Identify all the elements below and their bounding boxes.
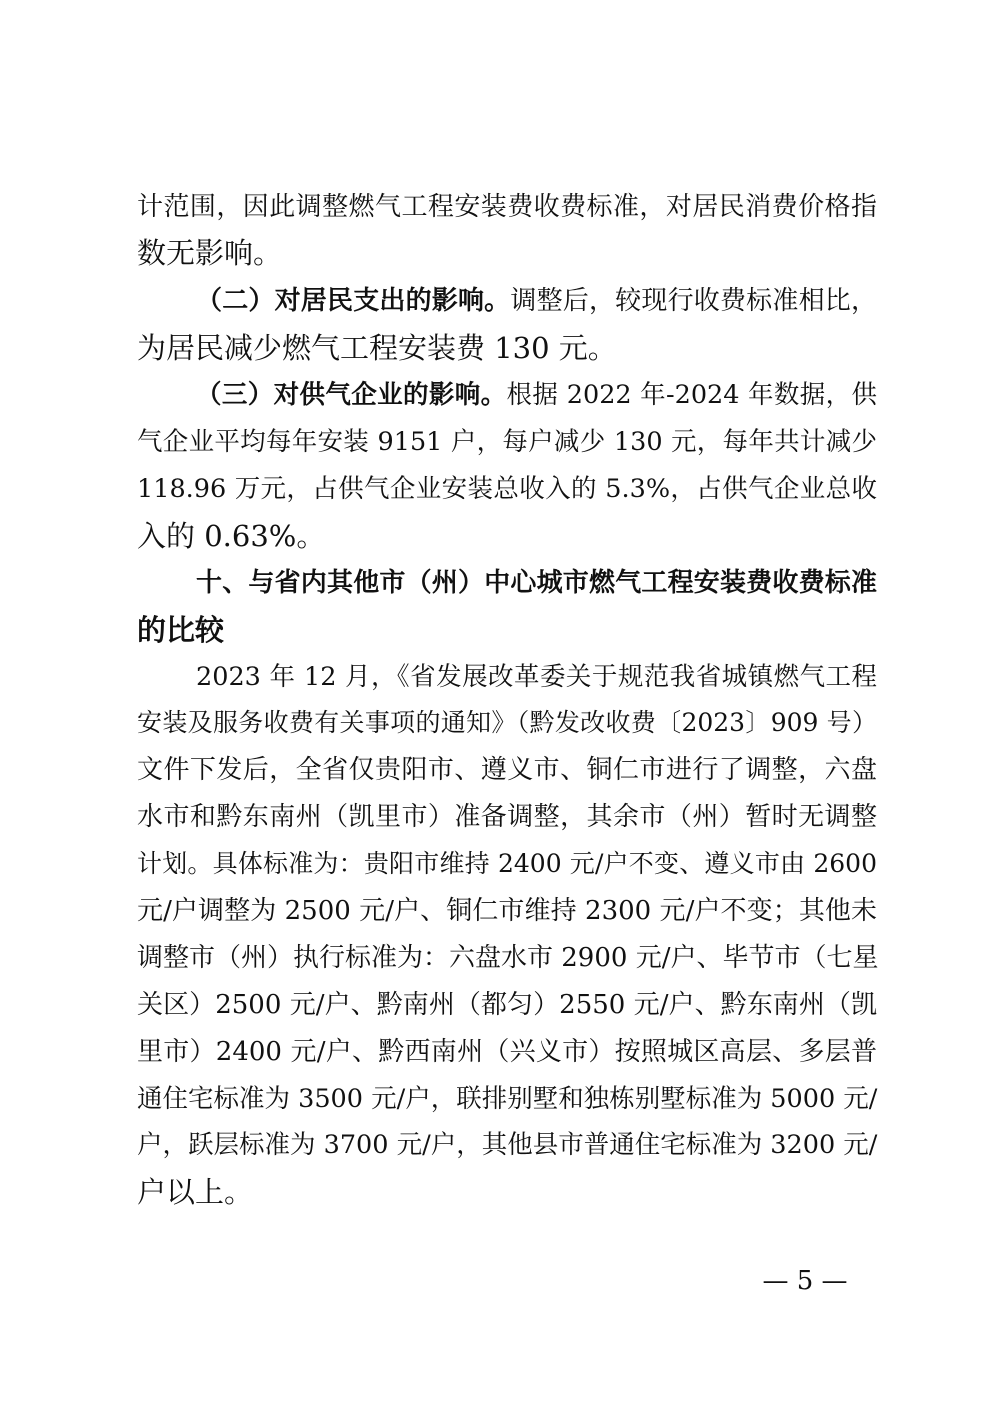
section-heading [196,563,877,603]
paragraph-line [137,985,877,1025]
paragraph-line [137,797,877,837]
line-text: 计划。具体标准为：贵阳市维持 2400 元/户不变、遵义市由 2600 [137,849,877,878]
paragraph-line [137,1032,877,1072]
paragraph-line [137,750,877,790]
line-text: 调整后，较现行收费标准相比， [510,286,877,316]
paragraph-line [137,233,877,273]
line-text: 气企业平均每年安装 9151 户，每户减少 130 元，每年共计减少 [137,427,877,457]
paragraph-line [196,375,877,415]
paragraph-line [196,657,877,697]
paragraph-line [196,281,877,321]
paragraph-line [137,328,877,368]
subsection-heading: （三）对供气企业的影响。 [196,380,507,410]
line-text: 数无影响。 [137,236,283,270]
paragraph-line [137,703,877,743]
paragraph-line [137,422,877,462]
paragraph-line [137,1125,877,1165]
line-text: 计范围，因此调整燃气工程安装费收费标准，对居民消费价格指 [137,192,877,222]
paragraph-line [137,187,877,227]
section-heading-text: 的比较 [137,613,225,647]
line-text: 2023 年 12 月，《省发展改革委关于规范我省城镇燃气工程 [196,662,877,692]
line-text: 文件下发后，全省仅贵阳市、遵义市、铜仁市进行了调整，六盘 [137,755,877,785]
paragraph-line [137,1079,877,1119]
paragraph-line [137,516,877,556]
line-text: 里市）2400 元/户、黔西南州（兴义市）按照城区高层、多层普 [137,1037,877,1067]
line-text: 为居民减少燃气工程安装费 130 元。 [137,331,617,365]
subsection-heading: （二）对居民支出的影响。 [196,286,511,316]
paragraph-line [137,469,877,509]
paragraph-line [137,891,877,931]
paragraph-line [137,938,877,978]
section-heading [137,610,877,650]
paragraph-line [137,1172,877,1212]
line-text: 通住宅标准为 3500 元/户，联排别墅和独栋别墅标准为 5000 元/ [137,1084,878,1114]
line-text: 元/户调整为 2500 元/户、铜仁市维持 2300 元/户不变；其他未 [137,896,877,926]
line-text: 调整市（州）执行标准为：六盘水市 2900 元/户、毕节市（七星 [137,943,879,973]
line-text: 关区）2500 元/户、黔南州（都匀）2550 元/户、黔东南州（凯 [137,990,877,1020]
page-number: — 5 — [762,1266,848,1296]
line-text: 户以上。 [137,1175,254,1209]
line-text: 118.96 万元，占供气企业安装总收入的 5.3%，占供气企业总收 [137,474,877,504]
line-text: 根据 2022 年-2024 年数据，供 [506,380,877,410]
line-text: 户，跃层标准为 3700 元/户，其他县市普通住宅标准为 3200 元/ [137,1130,878,1160]
paragraph-line [137,844,877,884]
section-heading-text: 十、与省内其他市（州）中心城市燃气工程安装费收费标准 [196,568,877,598]
line-text: 入的 0.63%。 [137,519,326,553]
line-text: 安装及服务收费有关事项的通知》（黔发改收费〔2023〕909 号） [137,708,877,737]
line-text: 水市和黔东南州（凯里市）准备调整，其余市（州）暂时无调整 [137,802,877,832]
